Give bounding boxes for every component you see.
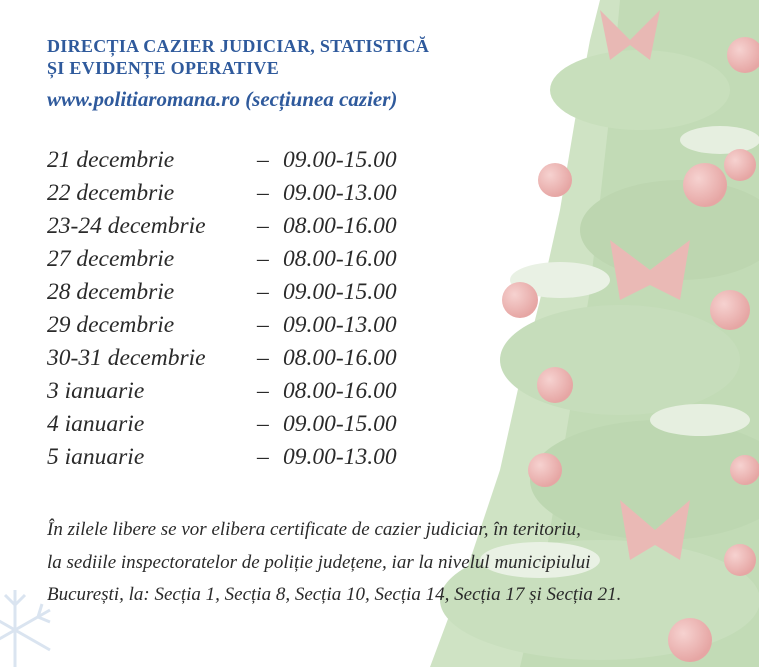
- schedule-dash: –: [257, 147, 269, 173]
- schedule-date: 5 ianuarie: [47, 444, 145, 470]
- schedule-hours: 08.00-16.00: [283, 213, 397, 239]
- schedule-hours: 09.00-15.00: [283, 147, 397, 173]
- schedule-dash: –: [257, 411, 269, 437]
- schedule-hours: 08.00-16.00: [283, 246, 397, 272]
- schedule-hours: 09.00-13.00: [283, 312, 397, 338]
- schedule-dash: –: [257, 345, 269, 371]
- schedule-date: 21 decembrie: [47, 147, 175, 173]
- schedule-dash: –: [257, 444, 269, 470]
- schedule-date: 28 decembrie: [47, 279, 175, 305]
- website-link[interactable]: www.politiaromana.ro (secțiunea cazier): [47, 87, 398, 111]
- schedule-dash: –: [257, 213, 269, 239]
- schedule-date: 23-24 decembrie: [47, 213, 206, 239]
- schedule-date: 4 ianuarie: [47, 411, 145, 437]
- schedule-dash: –: [257, 312, 269, 338]
- schedule-hours: 08.00-16.00: [283, 378, 397, 404]
- schedule-date: 27 decembrie: [47, 246, 175, 272]
- schedule-hours: 09.00-15.00: [283, 279, 397, 305]
- schedule-dash: –: [257, 246, 269, 272]
- schedule-dash: –: [257, 378, 269, 404]
- schedule-date: 29 decembrie: [47, 312, 175, 338]
- info-note-line: București, la: Secția 1, Secția 8, Secția 10, Secția 14, Secția 17 și Secția 21.: [47, 584, 622, 605]
- schedule-hours: 09.00-15.00: [283, 411, 397, 437]
- info-note-line: În zilele libere se vor elibera certificate de cazier judiciar, în teritoriu,: [47, 519, 581, 540]
- info-note: [47, 514, 747, 612]
- schedule-dash: –: [257, 279, 269, 305]
- schedule-hours: 08.00-16.00: [283, 345, 397, 371]
- department-title-line2: ȘI EVIDENȚE OPERATIVE: [47, 58, 280, 78]
- schedule-date: 30-31 decembrie: [47, 345, 206, 371]
- schedule-hours: 09.00-13.00: [283, 444, 397, 470]
- schedule-dash: –: [257, 180, 269, 206]
- schedule-date: 3 ianuarie: [47, 378, 145, 404]
- info-note-line: la sediile inspectoratelor de poliție județene, iar la nivelul municipiului: [47, 551, 591, 573]
- department-title-line1: DIRECȚIA CAZIER JUDICIAR, STATISTICĂ: [47, 36, 430, 56]
- schedule-date: 22 decembrie: [47, 180, 175, 206]
- schedule-hours: 09.00-13.00: [283, 180, 397, 206]
